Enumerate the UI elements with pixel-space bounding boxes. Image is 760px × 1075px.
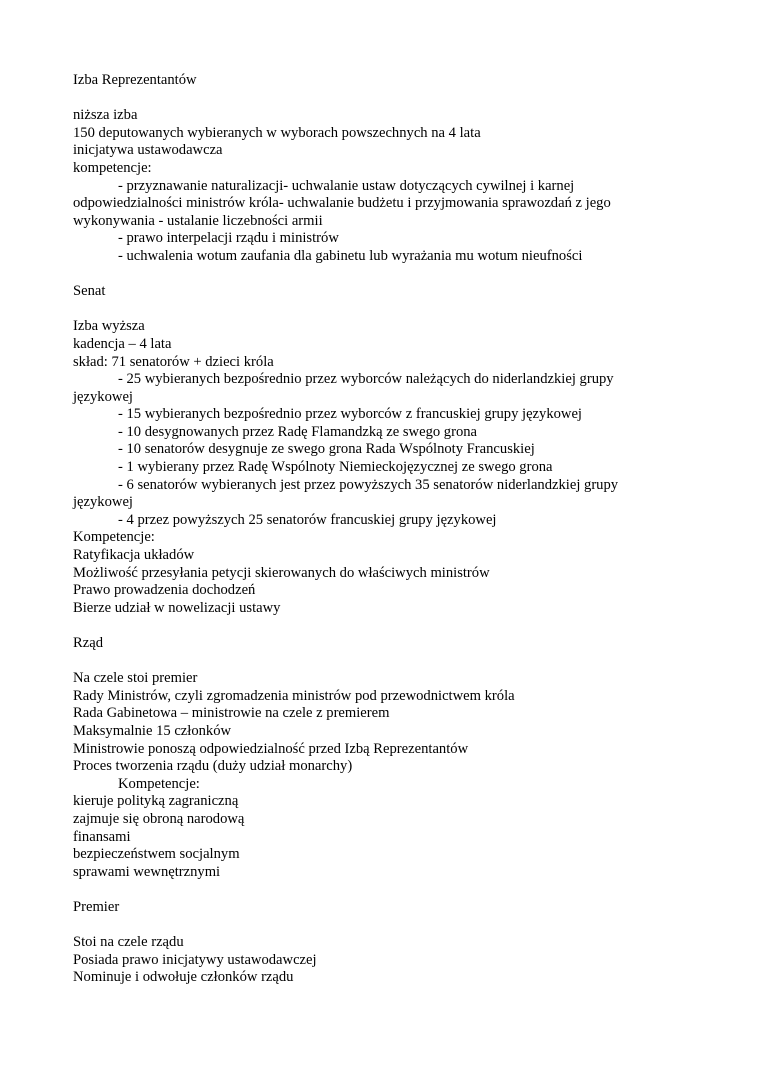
rzad-competence-line: bezpieczeństwem socjalnym — [73, 846, 240, 863]
rzad-competence-line: zajmuje się obroną narodową — [73, 810, 245, 827]
rzad-line: Rada Gabinetowa – ministrowie na czele z premierem — [73, 705, 390, 722]
izba-competence-item: - uchwalenia wotum zaufania dla gabinetu lub wyrażania mu wotum nieufności — [118, 247, 583, 264]
senat-composition-item: - 10 senatorów desygnuje ze swego grona Rada Wspólnoty Francuskiej — [118, 441, 535, 458]
izba-competence-item: - prawo interpelacji rządu i ministrów — [118, 230, 339, 247]
senat-composition-item: - 4 przez powyższych 25 senatorów francuskiej grupy językowej — [118, 511, 497, 528]
senat-composition-item: - 1 wybierany przez Radę Wspólnoty Niemieckojęzycznej ze swego grona — [118, 459, 553, 476]
rzad-line: Rady Ministrów, czyli zgromadzenia ministrów pod przewodnictwem króla — [73, 687, 515, 704]
izba-competence-item-cont: wykonywania - ustalanie liczebności armii — [73, 212, 323, 229]
izba-competence-item: - przyznawanie naturalizacji- uchwalanie ustaw dotyczących cywilnej i karnej — [118, 177, 575, 194]
izba-line: inicjatywa ustawodawcza — [73, 142, 223, 159]
premier-line: Nominuje i odwołuje członków rządu — [73, 969, 294, 986]
premier-line: Stoi na czele rządu — [73, 934, 184, 951]
rzad-competence-line: sprawami wewnętrznymi — [73, 863, 221, 880]
senat-line: kadencja – 4 lata — [73, 335, 172, 352]
blank-line — [73, 617, 663, 635]
blank-line — [73, 266, 663, 284]
rzad-competence-label: Kompetencje: — [118, 775, 200, 792]
senat-composition-item: - 10 desygnowanych przez Radę Flamandzką ze swego grona — [118, 423, 478, 440]
rzad-competence-line: kieruje polityką zagraniczną — [73, 793, 239, 810]
rzad-line: Ministrowie ponoszą odpowiedzialność przed Izbą Reprezentantów — [73, 740, 469, 757]
senat-competence-line: Możliwość przesyłania petycji skierowanych do właściwych ministrów — [73, 564, 490, 581]
senat-line: skład: 71 senatorów + dzieci króla — [73, 353, 274, 370]
senat-competence-label: Kompetencje: — [73, 529, 155, 546]
rzad-line: Maksymalnie 15 członków — [73, 722, 232, 739]
senat-line: Izba wyższa — [73, 318, 145, 335]
izba-line: kompetencje: — [73, 159, 152, 176]
blank-line — [73, 917, 663, 935]
izba-competence-item-cont: odpowiedzialności ministrów króla- uchwalanie budżetu i przyjmowania sprawozdań z jego — [73, 195, 611, 212]
rzad-competence-line: finansami — [73, 828, 131, 845]
section-heading-senat: Senat — [73, 283, 106, 300]
senat-composition-item: - 15 wybieranych bezpośrednio przez wyborców z francuskiej grupy językowej — [118, 406, 582, 423]
document-page — [73, 72, 663, 987]
senat-composition-item: - 6 senatorów wybieranych jest przez powyższych 35 senatorów niderlandzkiej grupy — [118, 476, 619, 493]
rzad-line: Na czele stoi premier — [73, 670, 198, 687]
blank-line — [73, 881, 663, 899]
rzad-line: Proces tworzenia rządu (duży udział monarchy) — [73, 758, 353, 775]
senat-composition-item-cont: językowej — [73, 494, 133, 511]
izba-line: niższa izba — [73, 107, 138, 124]
premier-line: Posiada prawo inicjatywy ustawodawczej — [73, 951, 317, 968]
senat-composition-item-cont: językowej — [73, 388, 133, 405]
blank-line — [73, 653, 663, 671]
izba-line: 150 deputowanych wybieranych w wyborach powszechnych na 4 lata — [73, 124, 481, 141]
blank-line — [73, 90, 663, 108]
senat-competence-line: Bierze udział w nowelizacji ustawy — [73, 599, 281, 616]
section-heading-izba: Izba Reprezentantów — [73, 72, 197, 88]
senat-competence-line: Ratyfikacja układów — [73, 547, 195, 564]
section-heading-premier: Premier — [73, 898, 120, 915]
senat-composition-item: - 25 wybieranych bezpośrednio przez wyborców należących do niderlandzkiej grupy — [118, 371, 614, 388]
blank-line — [73, 301, 663, 319]
senat-competence-line: Prawo prowadzenia dochodzeń — [73, 582, 256, 599]
section-heading-rzad: Rząd — [73, 635, 103, 651]
